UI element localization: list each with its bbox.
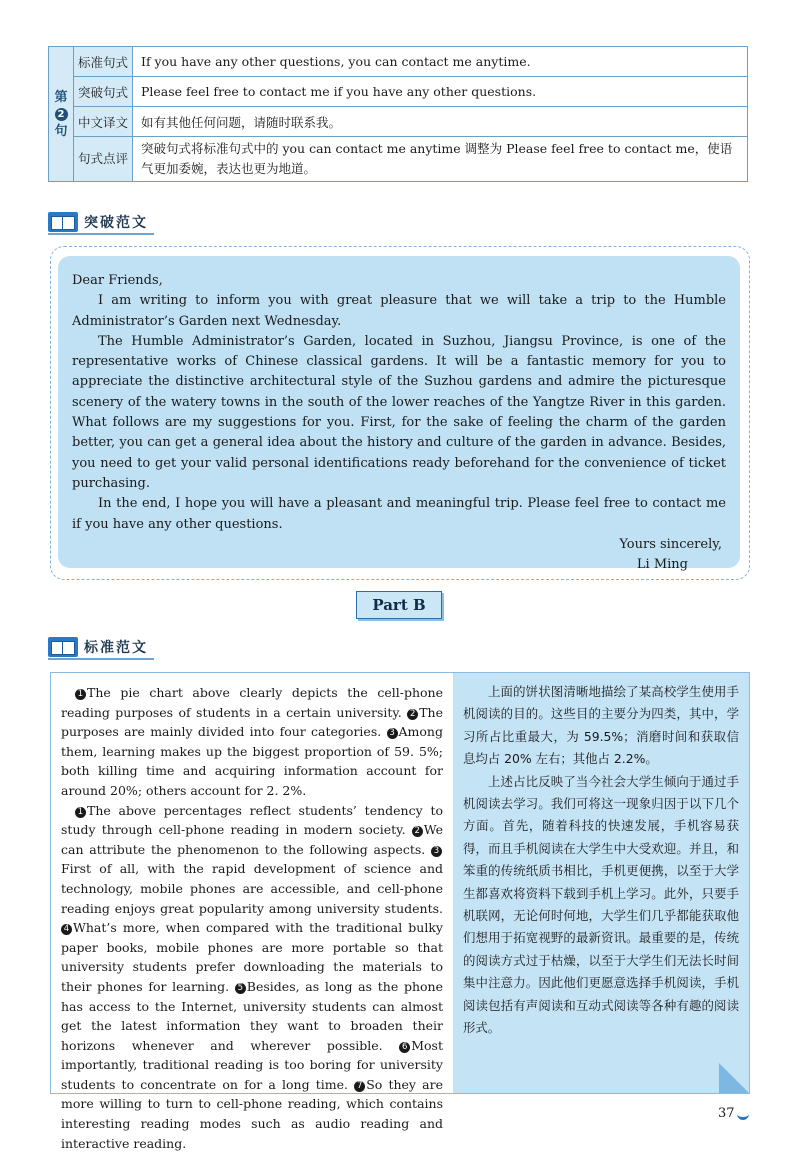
letter-signature: Li Ming <box>636 557 688 573</box>
sentence: Besides, as long as the phone has access to the Internet, university students can almost get the latest information they want to broaden their horizons whenever and wherever possible. <box>61 978 443 1053</box>
essay-zh-paragraph-1: 上面的饼状图清晰地描绘了某高校学生使用手机阅读的目的。这些目的主要分为四类，其中，学习所占比重最大，为 59.5%；消磨时间和获取信息均占 20% 左右；其他占 2.2%。 <box>463 684 739 767</box>
essay-paragraph-1 <box>61 683 443 801</box>
essay-english <box>61 683 443 1153</box>
sentence: So they are more willing to turn to cell-phone reading, which contains interesting reading modes such as audio reading and interactive reading. <box>61 1076 443 1151</box>
page-number: 37 <box>718 1106 735 1121</box>
row-label: 中文译文 <box>74 107 133 137</box>
sentence-marker: 3 <box>431 846 442 857</box>
row-label: 突破句式 <box>74 77 133 107</box>
sentence: First of all, with the rapid development of science and technology, mobile phones are accessible, and cell-phone reading enjoys great popularity among university students. <box>61 861 443 916</box>
sentence-number-badge: 2 <box>55 108 68 121</box>
letter-greeting: Dear Friends, <box>72 273 163 288</box>
sentence-marker: 4 <box>61 924 72 935</box>
sentence: Among them, learning makes up the biggest proportion of 59. 5%; both killing time and acquiring information account for around 20%; others account for 2. 2%. <box>61 724 443 798</box>
row-content: If you have any other questions, you can contact me anytime. <box>133 47 748 77</box>
sentence-marker: 5 <box>235 983 246 994</box>
page-number-swoosh-icon <box>737 1109 749 1120</box>
side-label-bottom: 句 <box>54 123 68 139</box>
essay-zh-paragraph-2: 上述占比反映了当今社会大学生倾向于通过手机阅读去学习。我们可将这一现象归因于以下几个方面。首先，随着科技的快速发展，手机容易获得，而且手机阅读在大学生中大受欢迎。并且，和笨重的传统纸质书相比，手机更便携，以至于大学生都喜欢将资料下载到手机上学习。此外，只要手机联网，无论何时何地，大学生们几乎都能获取他们想用于拓宽视野的最新资讯。最重要的是，传统的阅读方式过于枯燥，以至于大学生们无法长时间集中注意力。因此他们更愿意选择手机阅读，手机阅读包括有声阅读和互动式阅读等各种有趣的阅读形式。 <box>463 773 739 1036</box>
sentence-marker: 2 <box>412 826 423 837</box>
sentence-analysis-table <box>48 46 748 182</box>
side-label-top: 第 <box>54 89 68 105</box>
sentence-marker: 6 <box>399 1042 410 1053</box>
letter-paragraph-1: I am writing to inform you with great pleasure that we will take a trip to the Humble Administrator’s Garden next Wednesday. <box>72 293 726 329</box>
sentence-marker: 2 <box>407 709 418 720</box>
part-b-label: Part B <box>356 591 442 619</box>
book-icon <box>48 637 78 657</box>
row-content: 如有其他任何问题，请随时联系我。 <box>133 107 748 137</box>
sentence: The purposes are mainly divided into four categories. <box>61 704 443 740</box>
sample-letter <box>58 256 740 573</box>
sentence: We can attribute the phenomenon to the following aspects. <box>61 822 443 857</box>
sentence: Most importantly, traditional reading is too boring for university students to concentrate on for a long time. <box>61 1037 443 1092</box>
sentence: The pie chart above clearly depicts the cell-phone reading purposes of students in a certain university. <box>61 685 443 720</box>
essay-chinese <box>463 681 739 1040</box>
page-curl-decoration <box>719 1063 749 1093</box>
section-header-standard <box>48 636 154 660</box>
letter-closing: Yours sincerely, <box>619 536 722 552</box>
sentence-marker: 1 <box>75 689 86 700</box>
row-label: 句式点评 <box>74 137 133 182</box>
section-title: 突破范文 <box>84 215 148 231</box>
sentence-marker: 7 <box>354 1081 365 1092</box>
letter-paragraph-3: In the end, I hope you will have a pleasant and meaningful trip. Please feel free to contact me if you have any other questions. <box>72 496 726 532</box>
section-header-breakthrough <box>48 211 154 235</box>
essay-paragraph-2 <box>61 801 443 1154</box>
essay-chinese-panel <box>453 673 749 1093</box>
section-title: 标准范文 <box>84 640 148 656</box>
sentence-number-label <box>49 47 74 182</box>
book-icon <box>48 212 78 232</box>
letter-paragraph-2: The Humble Administrator’s Garden, located in Suzhou, Jiangsu Province, is one of the representative works of Chinese classical gardens. It will be a fantastic memory for you to appreciate the distinctive architectural style of the Suzhou gardens and admire the picturesque scenery of the watery towns in the south of the lower reaches of the Yangtze River in this garden. What follows are my suggestions for you. First, for the sake of feeling the charm of the garden better, you can get a general idea about the history and culture of the garden in advance. Besides, you need to get your valid personal identifications ready beforehand for the convenience of ticket purchasing. <box>72 333 726 491</box>
row-content: Please feel free to contact me if you have any other questions. <box>133 77 748 107</box>
sentence: The above percentages reflect students’ tendency to study through cell-phone reading in modern society. <box>61 802 443 838</box>
row-label: 标准句式 <box>74 47 133 77</box>
sentence-marker: 1 <box>75 807 86 818</box>
sentence-marker: 3 <box>387 728 398 739</box>
row-content: 突破句式将标准句式中的 you can contact me anytime 调整为 Please feel free to contact me，使语气更加委婉，表达也更为地道。 <box>133 137 748 182</box>
sentence: What’s more, when compared with the traditional bulky paper books, mobile phones are more portable so that university students prefer downloading the materials to their phones for learning. <box>61 920 443 994</box>
